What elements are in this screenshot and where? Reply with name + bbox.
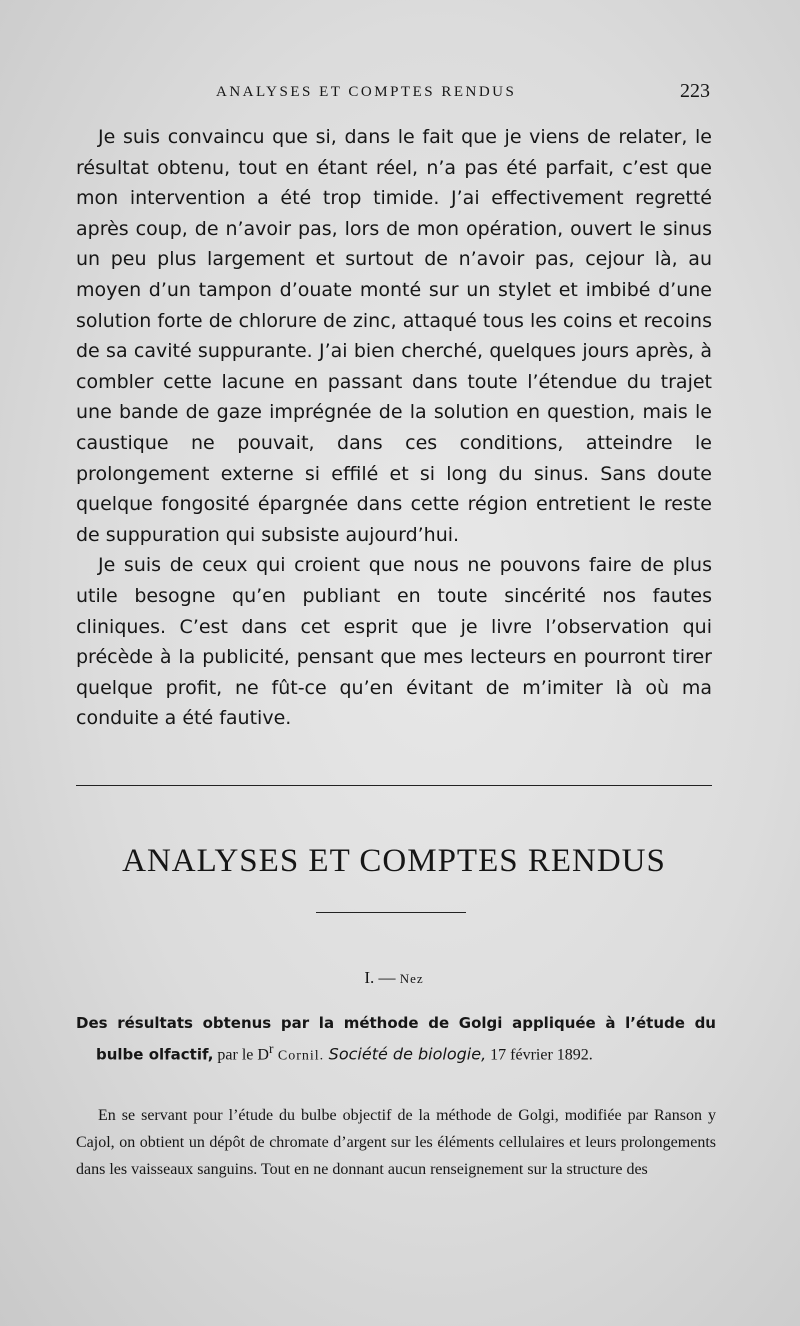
running-title: ANALYSES ET COMPTES RENDUS bbox=[216, 84, 517, 100]
section-divider bbox=[76, 785, 712, 786]
paragraph: Je suis de ceux qui croient que nous ne pouvons faire de plus utile besogne qu’en publiant en toute sincérité nos fautes cliniques. C’est dans cet esprit que je livre l’observation qui précède à la publicité, pensant que mes lecteurs en pourront tirer quelque profit, ne fût-ce qu’en évitant de m’imiter là où ma conduite a été fautive. bbox=[76, 554, 712, 730]
article-by: par le D bbox=[213, 1046, 269, 1064]
body-text bbox=[76, 122, 712, 734]
subsection-name: Nez bbox=[399, 971, 424, 986]
page-number: 223 bbox=[680, 80, 710, 102]
running-head bbox=[76, 80, 712, 110]
article-society: Société de biologie, bbox=[328, 1044, 487, 1064]
article-title: Des résultats obtenus par la méthode de Golgi appliquée à l’étude du bulbe olfactif, bbox=[76, 1014, 716, 1064]
subsection-numeral: I. — bbox=[364, 968, 400, 987]
article-heading bbox=[76, 1011, 716, 1068]
paragraph: Je suis convaincu que si, dans le fait que je viens de relater, le résultat obtenu, tout en étant réel, n’a pas été parfait, c’est que mon intervention a été trop timide. J’ai effectivement regretté après coup, de n’avoir pas, lors de mon opération, ouvert le sinus un peu plus largement et surtout de n’avoir pas, cejour là, au moyen d’un tampon d’ouate monté sur un stylet et imbibé d’une solution forte de chlorure de zinc, attaqué tous les coins et recoins de sa cavité suppurante. J’ai bien cherché, quelques jours après, à combler cette lacune en passant dans toute l’étendue du trajet une bande de gaze imprégnée de la solution en question, mais le caustique ne pouvait, dans ces conditions, atteindre le prolongement externe si effilé et si long du sinus. Sans doute quelque fongosité épargnée dans cette région entretient le reste de suppuration qui subsiste aujourd’hui. bbox=[76, 126, 712, 546]
section-title: ANALYSES ET COMPTES RENDUS bbox=[122, 843, 666, 879]
subsection-heading bbox=[76, 968, 712, 988]
title-underline bbox=[316, 912, 466, 913]
article-author: Cornil. bbox=[273, 1048, 329, 1064]
article-citation bbox=[76, 1011, 716, 1068]
article-date: 17 février 1892. bbox=[486, 1046, 593, 1064]
article-dr-sup: r bbox=[268, 1041, 274, 1056]
article-text: En se servant pour l’étude du bulbe objectif de la méthode de Golgi, modifiée par Ranson y Cajol, on obtient un dépôt de chromate d’argent sur les éléments cellulaires et leurs prolongements dans les vaisseaux sanguins. Tout en ne donnant aucun renseignement sur la structure des bbox=[76, 1107, 716, 1178]
